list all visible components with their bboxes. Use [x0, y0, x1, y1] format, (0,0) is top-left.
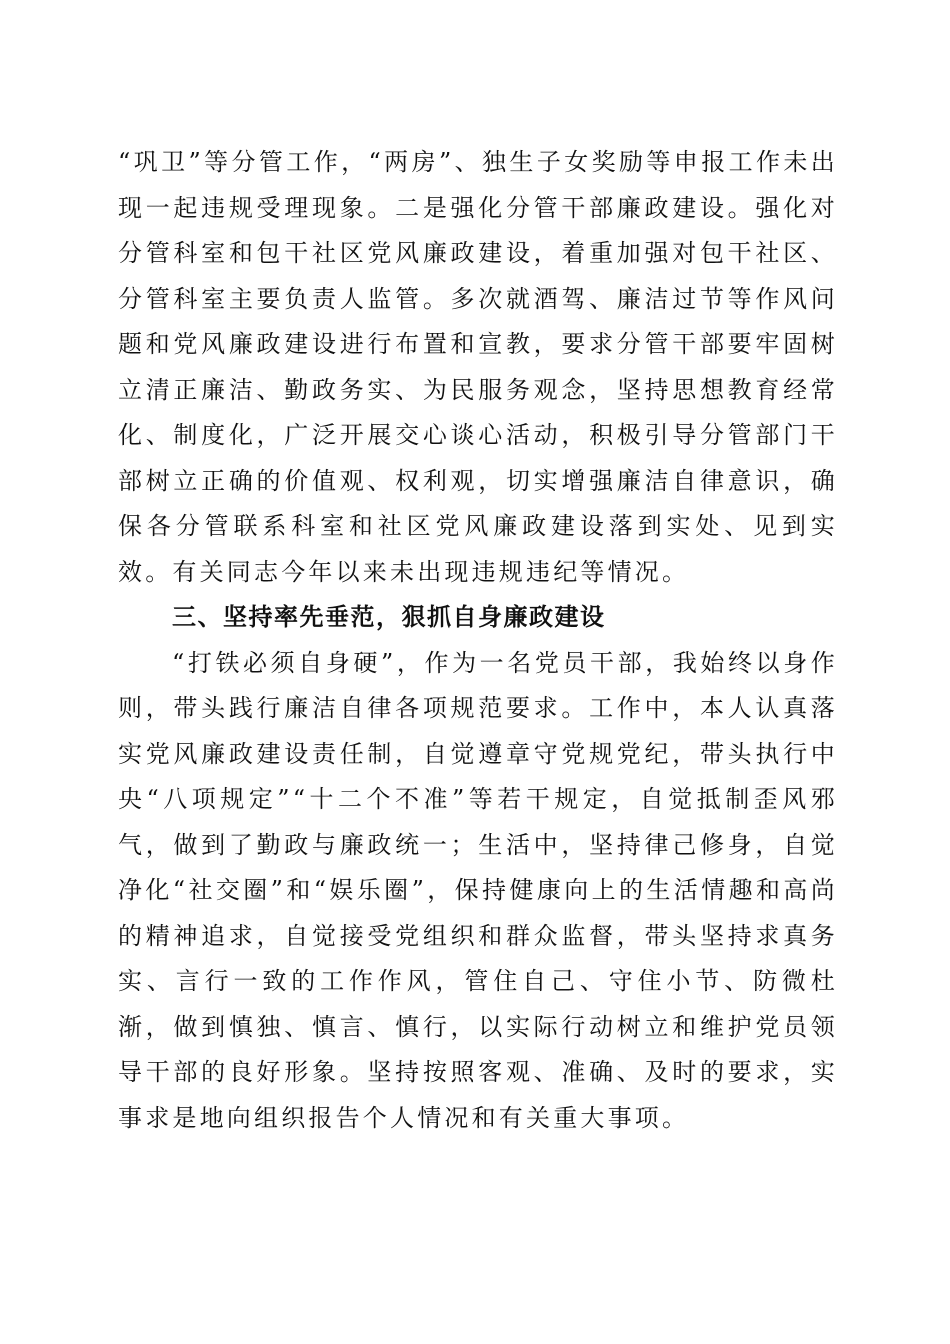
section-heading: 三、坚持率先垂范，狠抓自身廉政建设 [172, 603, 606, 631]
document-body [118, 140, 838, 1141]
paragraph-self-discipline: “打铁必须自身硬”，作为一名党员干部，我始终以身作则，带头践行廉洁自律各项规范要求。工作中，本人认真落实党风廉政建设责任制，自觉遵章守党规党纪，带头执行中央“八项规定”“十二个不准”等若干规定，自觉抵制歪风邪气，做到了勤政与廉政统一；生活中，坚持律己修身，自觉净化“社交圈”和“娱乐圈”，保持健康向上的生活情趣和高尚的精神追求，自觉接受党组织和群众监督，带头坚持求真务实、言行一致的工作作风，管住自己、守住小节、防微杜渐，做到慎独、慎言、慎行，以实际行动树立和维护党员领导干部的良好形象。坚持按照客观、准确、及时的要求，实事求是地向组织报告个人情况和有关重大事项。 [118, 648, 838, 1132]
paragraph-continuation: “巩卫”等分管工作，“两房”、独生子女奖励等申报工作未出现一起违规受理现象。二是强化分管干部廉政建设。强化对分管科室和包干社区党风廉政建设，着重加强对包干社区、分管科室主要负责人监管。多次就酒驾、廉洁过节等作风问题和党风廉政建设进行布置和宣教，要求分管干部要牢固树立清正廉洁、勤政务实、为民服务观念，坚持思想教育经常化、制度化，广泛开展交心谈心活动，积极引导分管部门干部树立正确的价值观、权利观，切实增强廉洁自律意识，确保各分管联系科室和社区党风廉政建设落到实处、见到实效。有关同志今年以来未出现违规违纪等情况。 [118, 148, 838, 586]
